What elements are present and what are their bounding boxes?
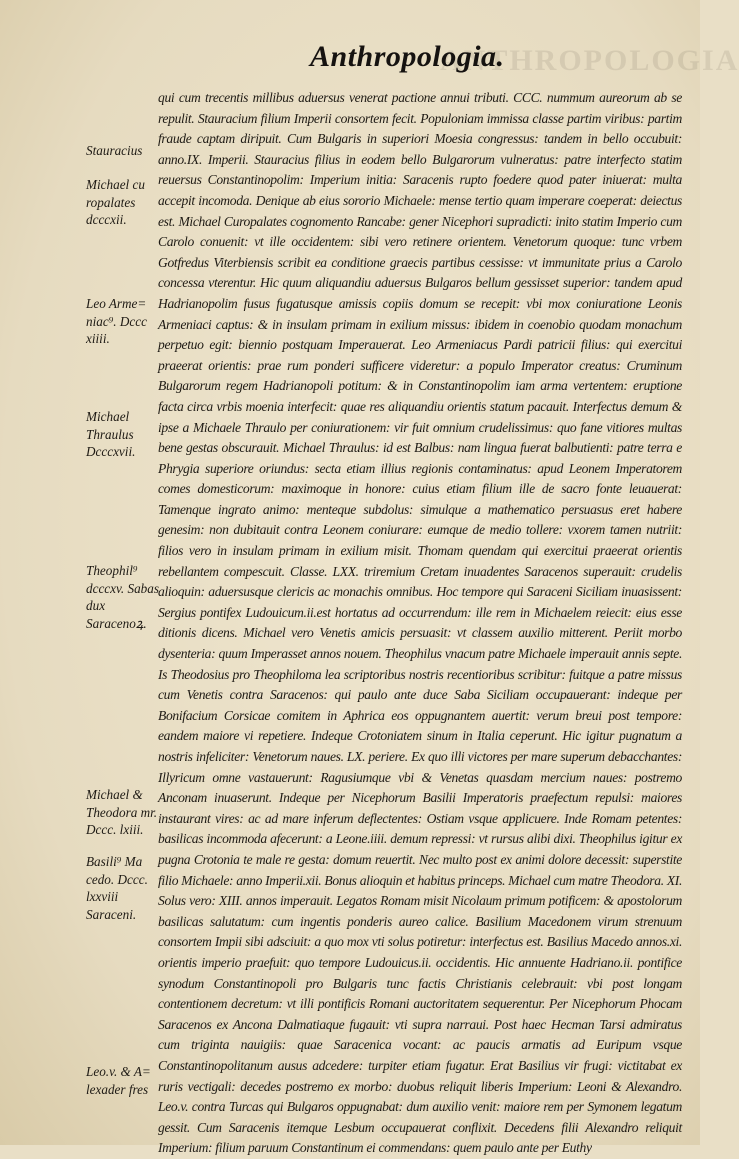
main-text-column: qui cum trecentis millibus aduersus venerat pactione annui tributi. CCC. nummum aureorum ab se repulit. Stauracium filium Imperii consortem fecit. Populoniam immissa classe partim viribus: partim fraude captam diripuit. Cum Bulgaris in superiori Moesia congressus: tandem in bello occubuit: anno.IX. Imperii. Stauracius filius in eodem bello Bulgarorum vulneratus: patre interfecto statim reuersus Constantinopolim: Imperium initia: Saracenis rupto foedere quod pater iniuerat: multa accepit incomoda. Denique ab eius sororio Michaele: mense tertio quam imperare coeperat: deiectus est. Michael Curopalates cognomento Rancabe: gener Nicephori supradicti: inito statim Imperio cum Carolo conuenit: vt ille occidentem: sibi vero retinere orientem. Venetorum quoque: tunc vrbem Gotfredus Viterbiensis scribit ea conditione graecis partibus cessisse: vt immunitate prius a Carolo concessa vterentur. Hic quum aliquandiu aduersus Bulgaros bellum gessisset superior: tandem apud Hadrianopolim fusus fugatusque amissis copiis domum se recepit: vbi mox coniuratione Leonis Armeniaci captus: & in insulam primam in exilium missus: ibidem in coenobio quodam monachum perpetuo egit: biennio postquam Imperauerat. Leo Armeniacus Pardi patricii filius: qui exercitui praeerat orientis: prae rum ponderi sufficere videretur: a populo Imperator creatus: Cruminum Bulgarorum regem Hadrianopoli potitum: & in Constantinopolim iam arma vertentem: eruptione facta circa vrbis moenia interfecit: quae res aliquandiu orientis statum pacauit. Interfectus demum & ipse a Michaele Thraulo per coniurationem: vir fuit omnium crudelissimus: quo fane vitiores multas bene gestas obscurauit. Michael Thraulus: id est Balbus: nam lingua fuerat balbutienti: patre terra e Phrygia superiore oriundus: secta etiam illius regionis contaminatus: apud Leonem Imperatorem comes domesticorum: maximoque in honore: cuius etiam filium ille de sacro fonte leuauerat: Tamenque ingrato animo: menteque subdolus: simulque a mathematico persuasus eret habere genesim: non dubitauit contra Leonem coniurare: eumque de medio tollere: vxorem tamen nutriit: filios vero in insulam primam in exilium misit. Thomam quendam qui exercitui praeerat orientis rebellantem compescuit. Classe. LXX. triremium Cretam inuadentes Saracenos superauit: crudelis alioquin: aduersusque clericis ac monachis omnibus. Hoc tempore qui Saraceni Siciliam inuasissent: Sergius pontifex Ludouicum.ii.est hortatus ad occurrendum: ille rem in Michaelem reiecit: eius esse ditionis dicens. Michael vero Venetis amicis persuasit: vt classem auxilio mitterent. Periit morbo dysenteria: quum Imperasset annos nouem. Theophilus vnacum patre Michaele imperauit annis septe. Is Theodosius pro Theophiloma lea scriptoribus nostris recentioribus scribitur: fuitque a patre missus cum Venetis contra Saracenos: qui paulo ante duce Saba Siciliam occupauerant: indeque per Bonifacium Corsicae comitem in Aphrica eos oppugnantem auertit: verum breui post tempore: eandem maiore vi repetiere. Indeque Crotoniatem sinum in Italia ceperunt. Hic igitur pugnatum a nostris infeliciter: Venetorum naues. LX. periere. Ex quo illi victores per mare superum debacchantes: Illyricum omne vastauerunt: Ragusiumque vbi & Venetas quasdam mercium naues: postremo Anconam inuaserunt. Indeque per Nicephorum Basilii Imperatoris praefectum repulsi: maiores instaurant vires: ac ad mare inferum deflectentes: Ostiam vsque applicuere. Inde Romam petentes: basilicas incommoda afecerunt: a Leone.iiii. demum repressi: vt rursus alibi dixi. Theophilus igitur ex pugna Crotonia te male re gesta: domum reuertit. Nec multo post ex animi dolore decessit: superstite filio Michaele: anno Imperii.xii. Bonus alioquin et habitus princeps. Michael cum matre Theodora. XI. Solus vero: XIII. annos imperauit. Legatos Romam misit Nicolaum primum potificem: & apostolorum basilicas salutatum: cum ingentis ponderis aureo calice. Basilium Macedonem virum strenuum consortem Impii sibi adsciuit: a quo mox vti solus potiretur: interfectus est. Basilius Macedo annos.xi. orientis imperio praefuit: quo tempore Ludouicus.ii. occidentis. Hic annuente Hadriano.ii. pontifice synodum Constantinopoli pro Bulgaris tunc factis Christianis celebrauit: vbi post longam contentionem decretum: vt illi pontificis Romani auctoritatem sequerentur. Per Nicephorum Phocam Saracenos ex Ancona Dalmatiaque fugauit: vti supra narraui. Post haec Hecman Tarsi admiratus cum triginta nauigiis: quae Saracenica vocant: ac paucis armatis ad Euripum vsque Constantinopolitanum ausus adcedere: turpiter etiam fugatur. Erat Basilius vir frugi: victitabat ex ruris vectigali: decedes postremo ex morbo: duobus reliquit liberis Imperium: Leoni & Alexandro. Leo.v. contra Turcas qui Bulgaros oppugnabat: dum auxilio venit: maiore rem per Symonem legatum gessit. Cum Saracenis itemque Lesbum occupauerat conflixit. Decedens filii Alexandro reliquit Imperium: filium paruum Constantinum ei commendans: quem paulo ante per Euthy (158, 90, 682, 1156)
margin-note-leo-alexander: Leo.v. & A= lexader fres (86, 1064, 151, 1097)
running-title: Anthropologia. (310, 40, 505, 73)
margin-note-theophilus: Theophil⁹ dcccxv. Sabas dux Saracenoꝝ. (86, 563, 159, 631)
margin-note-michael-theodora: Michael & Theodora mr. Dccc. lxiii. (86, 787, 158, 837)
margin-note-basilius-macedo: Basili⁹ Ma cedo. Dccc. lxxviii Saraceni. (86, 854, 148, 922)
margin-note-michael-curopalates: Michael cu ropalates dcccxii. (86, 177, 145, 227)
bleed-through-text: ANTHROPOLOGIA (440, 44, 739, 77)
bottom-margin (0, 1105, 700, 1145)
margin-note-stauracius: Stauracius (86, 143, 143, 158)
margin-note-michael-thraulus: Michael Thraulus Dcccxvii. (86, 409, 136, 459)
margin-note-leo-armeniacus: Leo Arme= niac⁹. Dccc xiiii. (86, 296, 147, 346)
